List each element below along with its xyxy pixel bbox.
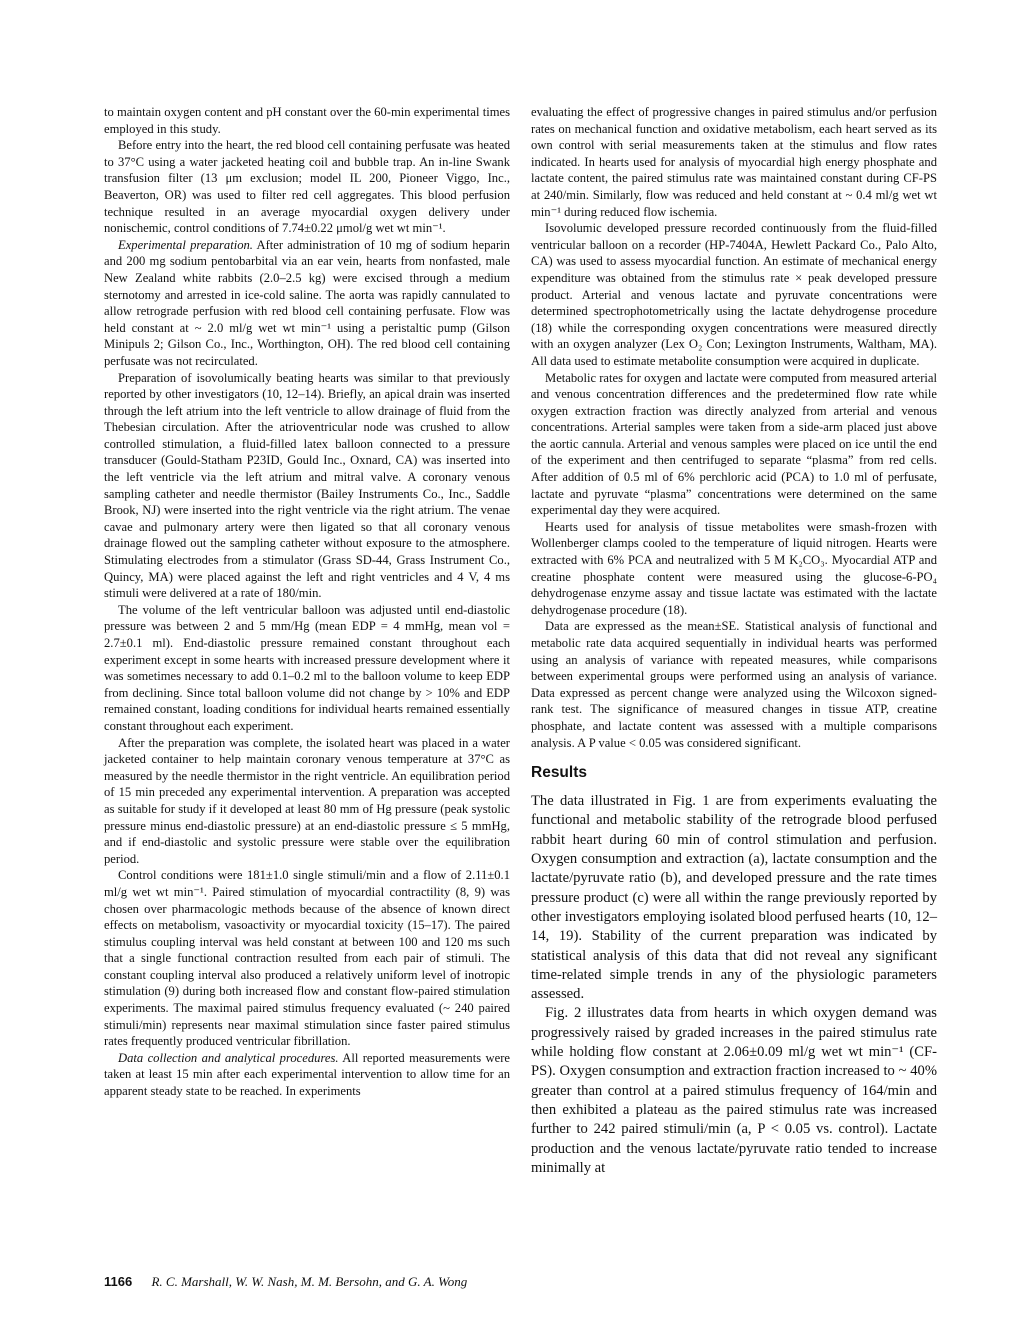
results-section xyxy=(531,792,937,1178)
paragraph: Preparation of isovolumically beating hearts was similar to that previously reported by other investigators (10, 12–14). Briefly, an apical drain was inserted through the left atrium into the left ventricle to allow drainage of fluid from the Thebesian circulation. After the atrioventricular node was crushed to allow controlled stimulation, a fluid-filled latex balloon connected to a pressure transducer (Gould-Statham P23ID, Gould Inc., Oxnard, CA) was inserted into the left ventricle via the left atrium and mitral valve. A coronary venous sampling catheter and needle thermistor (Bailey Instruments Co., Inc., Saddle Brook, NJ) were inserted into the right ventricle via the right atrium. The venae cavae and pulmonary artery were then ligated so that all coronary venous drainage flowed out the sampling catheter without exposure to the atmosphere. Stimulating electrodes from a stimulator (Grass SD-44, Grass Instrument Co., Quincy, MA) were placed against the left and right ventricles and 4 V, 4 ms stimuli were delivered at a rate of 180/min. xyxy=(104,370,510,601)
paragraph: Isovolumic developed pressure recorded continuously from the fluid-filled ventricular balloon on a recorder (HP-7404A, Hewlett Packard Co., Palo Alto, CA) was used to assess myocardial function. An estimate of mechanical energy expenditure was obtained from the stimulus rate × peak developed pressure product. Arterial and venous lactate and pyruvate concentrations were determined spectrophotometrically using the lactate dehydrogense procedure (18) while the corresponding oxygen concentrations were measured directly with an oxygen analyzer (Lex O₂ Con; Lexington Instruments, Waltham, MA). All data used to estimate metabolite consumption were acquired in duplicate. xyxy=(531,221,937,368)
paragraph: The data illustrated in Fig. 1 are from experiments evaluating the functional and metabolic stability of the retrograde blood perfused rabbit heart during 60 min of control stimulation and perfusion. Oxygen consumption and extraction (a), lactate consumption and the lactate/pyruvate ratio (b), and developed pressure and the rate times pressure product (c) were all within the range previously reported by other investigators employing isolated blood perfused hearts (10, 12–14, 19). Stability of the current preparation was indicated by statistical analysis of this data that did not reveal any significant time-related simple trends in any of the physiologic parameters assessed. xyxy=(531,793,937,1003)
page-footer xyxy=(104,1274,467,1290)
results-heading: Results xyxy=(531,764,587,782)
paragraph xyxy=(104,1050,510,1100)
right-column xyxy=(531,104,937,1178)
running-authors: R. C. Marshall, W. W. Nash, M. M. Bersohn, and G. A. Wong xyxy=(151,1274,468,1289)
left-column xyxy=(104,104,510,1100)
paragraph: Hearts used for analysis of tissue metabolites were smash-frozen with Wollenberger clamps cooled to the temperature of liquid nitrogen. Hearts were extracted with 6% PCA and neutralized with 5 M K₂CO₃. Myocardial ATP and creatine phosphate content were measured using the glucose-6-PO₄ dehydrogenase enzyme assay and tissue lactate was estimated with the lactate dehydrogenase procedure (18). xyxy=(531,519,937,617)
paragraph: Before entry into the heart, the red blood cell containing perfusate was heated to 37°C using a water jacketed heating coil and bubble trap. An in-line Swank transfusion filter (13 μm exclusion; model IL 200, Pioneer Viggo, Inc., Beaverton, OR) was used to filter red cell aggregates. This blood perfusion technique resulted in an average myocardial oxygen delivery under nonischemic, control conditions of 7.74±0.22 μmol/g wet wt min⁻¹. xyxy=(104,138,510,236)
paragraph: Metabolic rates for oxygen and lactate were computed from measured arterial and venous concentration differences and the predetermined flow rate while oxygen extraction fraction was directly analyzed from arterial and venous concentrations. Arterial samples were taken from a side-arm placed just above the aortic cannula. Arterial and venous samples were placed on ice until the end of the experiment and then centrifuged to separate “plasma” from red cells. After addition of 0.5 ml of 6% perchloric acid (PCA) to 1.0 ml of perfusate, lactate and pyruvate “plasma” concentrations were determined on the same experimental day they were acquired. xyxy=(531,370,937,518)
paragraph: After the preparation was complete, the isolated heart was placed in a water jacketed container to help maintain coronary venous temperature at 37°C as measured by the needle thermistor in the right ventricle. An equilibration period of 15 min preceded any experimental intervention. A preparation was accepted as suitable for study if it developed at least 80 mm of Hg pressure (peak systolic pressure minus end-diastolic pressure) at an end-diastolic pressure ≤ 5 mmHg, and if end-diastolic and systolic pressure were stable over the equilibration period. xyxy=(104,735,510,866)
run-in-heading: Data collection and analytical procedures. xyxy=(118,1050,339,1065)
paragraph: evaluating the effect of progressive changes in paired stimulus and/or perfusion rates on mechanical function and oxidative metabolism, each heart served as its own control with serial measurements taken at the stimulus and flow rates indicated. In hearts used for analysis of myocardial high energy phosphate and lactate content, the paired stimulus rate was maintained constant during CF-PS at 240/min. Similarly, flow was reduced and held constant at ~ 0.4 ml/g wet wt min⁻¹ during reduced flow ischemia. xyxy=(531,105,937,219)
paragraph: Control conditions were 181±1.0 single stimuli/min and a flow of 2.11±0.1 ml/g wet wt min⁻¹. Paired stimulation of myocardial contractility (8, 9) was chosen over pharmacologic methods because of the absence of known direct effects on metabolism, vasoactivity or myocardial toxicity (15–17). The paired stimulus coupling interval was held constant at between 100 and 120 ms such that a single functional contraction resulted from each pair of stimuli. The constant coupling interval also produced a relatively uniform level of inotropic stimulation (9) during both increased flow and constant flow-paired stimulation experiments. The maximal paired stimulus frequency evaluated (~ 240 paired stimuli/min) represents near maximal stimulation since faster paired stimulus rates frequently produced ventricular fibrillation. xyxy=(104,868,510,1049)
paragraph: to maintain oxygen content and pH constant over the 60-min experimental times employed in this study. xyxy=(104,105,510,136)
run-in-heading: Experimental preparation. xyxy=(118,237,253,252)
paragraph: Data are expressed as the mean±SE. Statistical analysis of functional and metabolic rate data acquired sequentially in individual hearts was performed using an analysis of variance with repeated measures, while comparisons between experimental groups were performed using an analysis of variance. Data expressed as percent change were analyzed using the Wilcoxon signed-rank test. The significance of measured changes in tissue ATP, creatine phosphate, and lactate content was assessed with a multiple comparisons analysis. A P value < 0.05 was considered significant. xyxy=(531,619,937,750)
paragraph: Fig. 2 illustrates data from hearts in which oxygen demand was progressively raised by graded increases in the paired stimulus rate while holding flow constant at 2.06±0.09 ml/g wet wt min⁻¹ (CF-PS). Oxygen consumption and extraction fraction increased to ~ 40% greater than control at a paired stimulus frequency of 164/min and then exhibited a plateau as the paired stimulus rate was increased further to 242 paired stimuli/min (a, P < 0.05 vs. control). Lactate production and the venous lactate/pyruvate ratio tended to increase minimally at xyxy=(531,1005,937,1176)
page-number: 1166 xyxy=(104,1274,133,1289)
paragraph xyxy=(104,237,510,370)
paragraph-text: All reported measurements were taken at least 15 min after each experimental intervention to allow time for an apparent steady state to be reached. In experiments xyxy=(104,1050,510,1099)
paragraph-text: After administration of 10 mg of sodium heparin and 200 mg sodium pentobarbital via an ear vein, hearts from nonfasted, male New Zealand white rabbits (2.0–2.5 kg) were excised through a medium sternotomy and arrested in ice-cold saline. The aorta was rapidly cannulated to allow retrograde perfusion with red blood cell containing perfusate. Flow was held constant at ~ 2.0 ml/g wet wt min⁻¹ using a peristaltic pump (Gilson Minipuls 2; Gilson Co., Inc., Worthington, OH). The red blood cell containing perfusate was not recirculated. xyxy=(104,237,510,368)
paragraph: The volume of the left ventricular balloon was adjusted until end-diastolic pressure was between 2 and 5 mm/Hg (mean EDP = 4 mmHg, mean vol = 2.7±0.1 ml). End-diastolic pressure remained constant throughout each experiment except in some hearts with increased pressure development where it was sometimes necessary to add 0.1–0.2 ml to the balloon volume to keep EDP from declining. Since total balloon volume did not change by > 10% and EDP remained constant, loading conditions for individual hearts remained essentially constant throughout each experiment. xyxy=(104,602,510,733)
